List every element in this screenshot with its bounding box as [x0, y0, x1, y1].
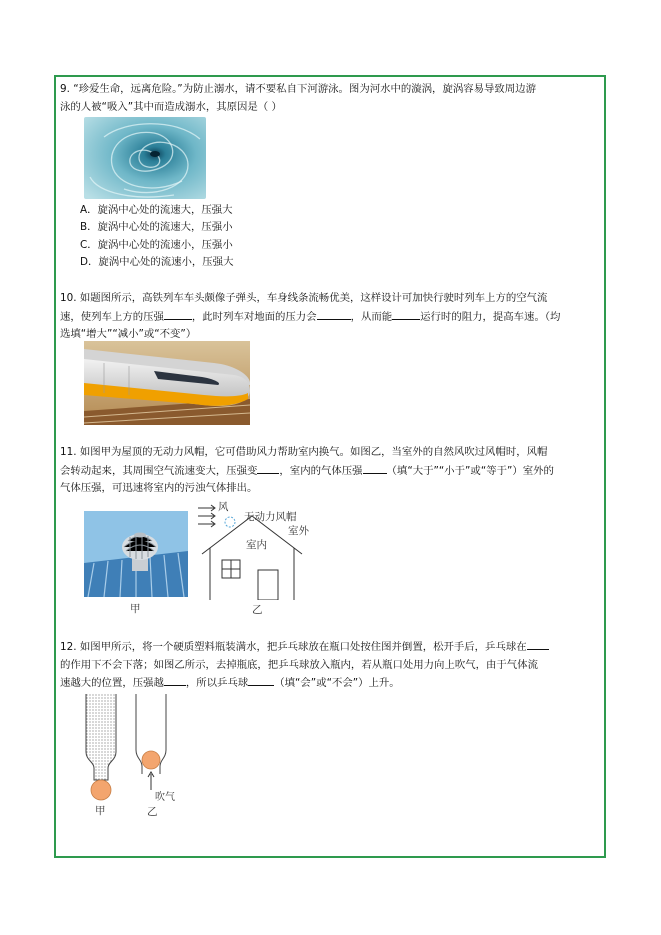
q11-text-2c: （填“大于”“小于”或“等于”）室外的 — [386, 464, 554, 477]
q12-blank-3[interactable] — [248, 674, 274, 686]
q11-fig-yi-label: 乙 — [252, 604, 263, 616]
q12-text-3a: 速越大的位置，压强越 — [60, 677, 164, 689]
q12-fig-jia-label: 甲 — [95, 805, 106, 817]
q11-blank-1[interactable] — [257, 462, 279, 474]
question-12 — [60, 638, 604, 693]
q12-line-3 — [60, 674, 604, 693]
q9-line-2: 泳的人被“吸入”其中而造成溺水，其原因是（ ） — [60, 100, 282, 113]
q9-option-b: B．旋涡中心处的流速大，压强小 — [80, 221, 233, 234]
bullet-train-image — [84, 341, 250, 425]
q12-text-3b: ，所以乒乓球 — [185, 677, 249, 689]
question-10 — [60, 290, 604, 344]
q10-text-2b: ，此时列车对地面的压力会 — [191, 310, 317, 323]
outdoor-label: 室外 — [288, 525, 309, 537]
q11-blank-2[interactable] — [363, 462, 387, 474]
q10-blank-3[interactable] — [392, 308, 420, 320]
q12-line-2: 的作用下不会下落；如图乙所示，去掉瓶底，把乒乓球放入瓶内，若从瓶口处用力向上吹气，由于气体流 — [60, 658, 538, 671]
q12-text-1a: 12. 如图甲所示，将一个硬质塑料瓶装满水，把乒乓球放在瓶口处按住图并倒置，松开手后，乒乓球在 — [60, 641, 527, 653]
q10-line-3: 选填“增大”“减小”或“不变”） — [60, 328, 197, 340]
wind-label: 风 — [218, 501, 229, 513]
q9-option-c: C．旋涡中心处的流速小，压强小 — [80, 238, 233, 251]
question-9 — [60, 81, 604, 116]
q10-line-2 — [60, 308, 604, 327]
q10-text-2a: 速，使列车上方的压强 — [60, 310, 164, 323]
ventilator-cap-label: 无动力风帽 — [244, 511, 297, 523]
q11-fig-jia-label: 甲 — [130, 603, 141, 615]
q9-options — [80, 202, 233, 272]
q12-fig-yi-label: 乙 — [147, 806, 158, 818]
q12-line-1 — [60, 638, 604, 657]
q12-blank-1[interactable] — [527, 638, 549, 650]
whirlpool-image — [84, 117, 206, 199]
indoor-label: 室内 — [246, 539, 267, 551]
q12-text-3c: （填“会”或“不会”）上升。 — [274, 677, 400, 689]
q11-line-2 — [60, 462, 604, 481]
question-11 — [60, 444, 604, 498]
ventilator-photo — [84, 511, 188, 597]
q10-blank-1[interactable] — [164, 308, 192, 320]
q11-text-2b: ，室内的气体压强 — [279, 464, 363, 477]
q10-line-1: 10. 如题图所示，高铁列车车头颇像子弹头，车身线条流畅优美，这样设计可加快行驶时列车上方的空气流 — [60, 292, 548, 304]
q12-blank-2[interactable] — [164, 674, 186, 686]
q11-line-3: 气体压强，可迅速将室内的污浊气体排出。 — [60, 482, 258, 494]
q11-line-1: 11. 如图甲为屋顶的无动力风帽，它可借助风力帮助室内换气。如图乙，当室外的自然风吹过风帽时，风帽 — [60, 446, 548, 458]
q9-option-a: A．旋涡中心处的流速大，压强大 — [80, 204, 233, 216]
q11-text-2a: 会转动起来，其周围空气流速变大，压强变 — [60, 464, 258, 477]
q10-blank-2[interactable] — [317, 308, 351, 320]
blow-label: 吹气 — [155, 792, 175, 803]
q10-text-2d: 运行时的阻力，提高车速。（均 — [420, 310, 561, 323]
q10-text-2c: ，从而能 — [350, 310, 393, 323]
q9-option-d: D．旋涡中心处的流速小，压强大 — [80, 256, 234, 269]
q9-line-1: 9. “珍爱生命，远离危险。”为防止溺水，请不要私自下河游泳。图为河水中的漩涡，旋涡容易导致周边游 — [60, 83, 536, 95]
